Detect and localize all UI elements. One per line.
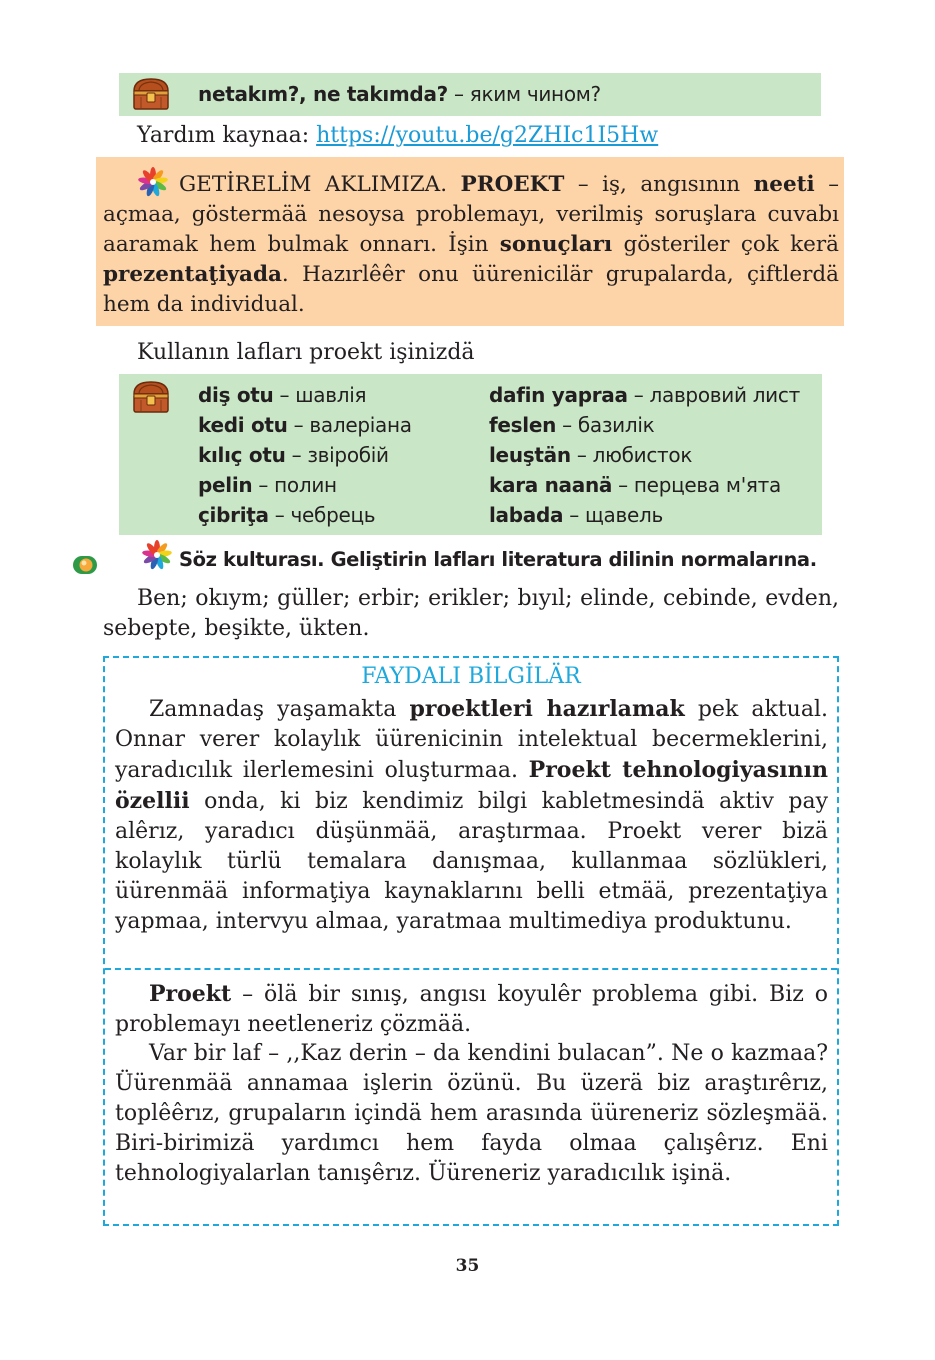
term-prezentatiyada: prezentaţiyada xyxy=(103,262,282,287)
vocab-translation: – перцева м'ята xyxy=(612,473,781,497)
remember-text-2: – açmaa, göstermää nesoysa problemayı, verilmiş soruşlara cuvabı aaramak hem bulmak onnarı. İşin xyxy=(103,172,839,257)
treasure-chest-icon xyxy=(131,77,171,111)
p1-text-a: Zamnadaş yaşamakta xyxy=(149,697,410,722)
useful-info-divider xyxy=(105,968,837,970)
useful-info-title: FAYDALI BİLGİLÄR xyxy=(361,664,581,689)
term-sonuclari: sonuçları xyxy=(499,232,613,257)
vocab-item xyxy=(489,473,781,497)
remember-text xyxy=(103,167,839,320)
vocab-term: pelin xyxy=(198,473,253,497)
remember-text-3: gösteriler çok kerä xyxy=(612,232,839,257)
vocab-translation: – полин xyxy=(252,473,337,497)
vocab-translation: – щавель xyxy=(563,503,663,527)
vocab-term: kara naanä xyxy=(489,473,613,497)
vocab-item xyxy=(489,503,663,527)
remember-block xyxy=(96,157,844,326)
vocab-term: leuştän xyxy=(489,443,571,467)
p1-bold-d: Proekt tehnologiyasının özellii xyxy=(115,757,828,814)
page-number: 35 xyxy=(455,1256,480,1276)
task-words xyxy=(103,584,839,644)
vocab-translation: – яким чином? xyxy=(447,82,601,106)
vocab-term: feslen xyxy=(489,413,557,437)
vocab-term: kedi otu xyxy=(198,413,288,437)
vocab-translation: – лавровий лист xyxy=(627,383,800,407)
treasure-chest-icon xyxy=(131,380,171,414)
useful-info-paragraph-3 xyxy=(115,1039,828,1189)
p1-text-e: onda, ki biz kendimiz bilgi kabletmesindä aktiv pay alêrız, yaradıcı düşünmää, araştırmaa. Proekt verer bizä kolaylık türlü temalara danışmaa, kullanmaa sözlükleri, üürenmää informaţiya kaynaklarını belli etmää, prezentaţiya yapmaa, intervyu almaa, yaratmaa multimediya produktunu. xyxy=(115,789,828,934)
vocab-item xyxy=(198,473,337,497)
task-marker-icon xyxy=(73,556,97,574)
p1-bold-b: proektleri hazırlamak xyxy=(409,696,685,722)
vocab-table xyxy=(119,374,822,535)
vocab-item xyxy=(489,443,692,467)
vocab-term: diş otu xyxy=(198,383,274,407)
term-proekt: Proekt xyxy=(149,981,232,1007)
vocab-translation: – валеріана xyxy=(287,413,412,437)
term-neeti: neeti xyxy=(753,172,815,197)
flower-icon xyxy=(139,540,175,570)
use-words-instruction: Kullanın lafları proekt işinizdä xyxy=(137,340,475,365)
vocab-translation: – звіробій xyxy=(285,443,389,467)
remember-text-4: . Hazırlêêr onu üürenicilär grupalarda, çiftlerdä hem da individual. xyxy=(103,262,839,317)
p1-text-c: pek aktual. Onnar verer kolaylık üürenicinin intelektual becermeklerini, yaradıcılık ilerlemesini oluşturmaa. xyxy=(115,697,828,783)
vocab-term: dafin yapraa xyxy=(489,383,628,407)
vocab-item xyxy=(489,413,654,437)
vocab-translation: – любисток xyxy=(570,443,693,467)
vocab-translation: – шавлія xyxy=(273,383,367,407)
source-line xyxy=(137,123,658,148)
useful-info-paragraph-1 xyxy=(115,694,828,937)
vocab-term: netakım?, ne takımda? xyxy=(198,82,448,106)
vocab-term: labada xyxy=(489,503,564,527)
source-link[interactable]: https://youtu.be/g2ZHIc1I5Hw xyxy=(316,123,659,148)
remember-lead: GETİRELİM AKLIMIZA. xyxy=(179,172,461,197)
p3-text: Var bir laf – ,,Kaz derin – da kendini bulacan”. Ne o kazmaa? Üürenmää annamaa işlerin özünü. Bu üzerä biz araştırêrız, toplêêrız, grupaların içindä hem arasında üüreneriz sözleşmää. Biri-birimizä yardımcı hem fayda olmaa çalışêrız. Eni tehnologiyalarlan tanışêrız. Üüreneriz yaradıcılık işinä. xyxy=(115,1041,828,1186)
vocab-term: kılıç otu xyxy=(198,443,286,467)
p2-text: – ölä bir sınış, angısı koyulêr problema gibi. Biz o problemayı neetleneriz çözmää. xyxy=(115,982,828,1037)
source-label: Yardım kaynaa: xyxy=(137,123,317,148)
task-words-text: Ben; okıym; güller; erbir; erikler; bıyıl; elinde, cebinde, evden, sebepte, beşikte, ükten. xyxy=(103,586,839,641)
vocab-term: çibriţa xyxy=(198,503,269,527)
term-proekt: PROEKT xyxy=(460,172,565,197)
flower-icon xyxy=(135,167,171,197)
vocab-translation: – базилік xyxy=(556,413,655,437)
vocab-entry xyxy=(198,82,601,106)
vocab-item xyxy=(198,383,366,407)
remember-text-1: – iş, angısının xyxy=(564,172,754,197)
vocab-bar-top xyxy=(119,73,821,116)
task-instruction: Söz kulturası. Geliştirin lafları literatura dilinin normalarına. xyxy=(179,548,817,571)
vocab-item xyxy=(198,503,375,527)
vocab-item xyxy=(198,443,389,467)
useful-info-paragraph-2 xyxy=(115,979,828,1040)
vocab-translation: – чебрець xyxy=(268,503,376,527)
vocab-item xyxy=(489,383,800,407)
vocab-item xyxy=(198,413,412,437)
